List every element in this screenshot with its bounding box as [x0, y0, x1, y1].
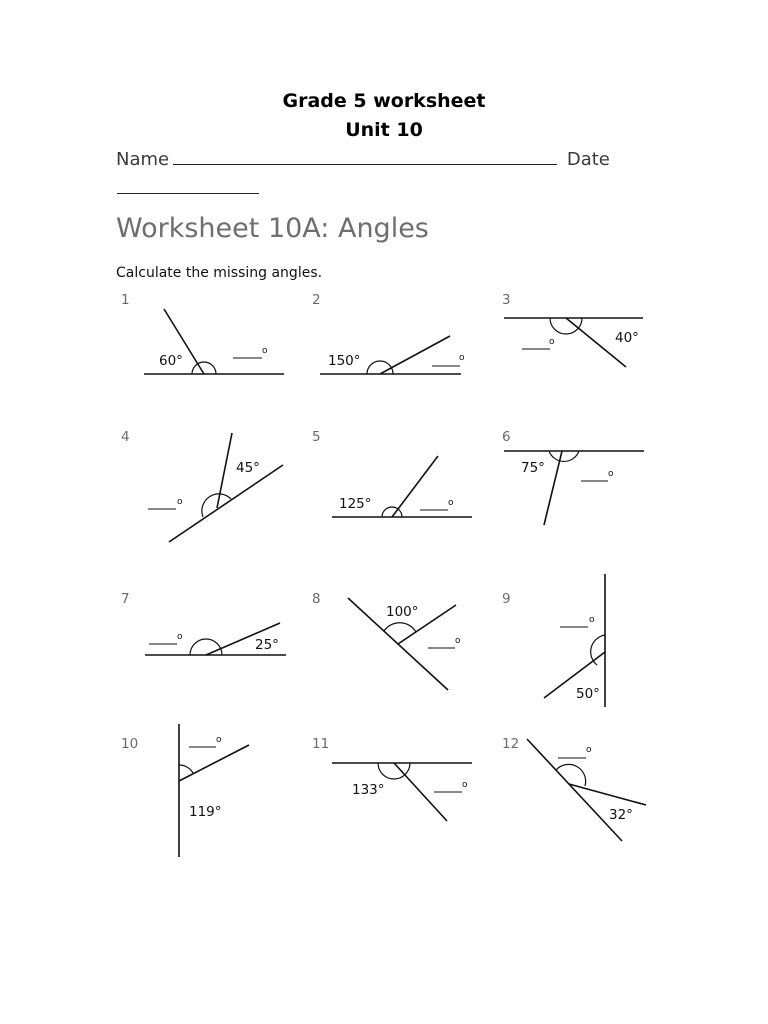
problem-12: [502, 736, 646, 841]
degree-symbol: o: [608, 469, 614, 479]
given-angle-label: 50°: [576, 686, 600, 702]
problem-10: [121, 724, 249, 857]
worksheet-grade-title: Grade 5 worksheet: [282, 90, 486, 112]
problem-number: 6: [502, 429, 511, 445]
problem-number: 4: [121, 429, 130, 445]
degree-symbol: o: [586, 745, 592, 755]
given-angle-label: 100°: [386, 604, 419, 620]
problem-8: [312, 591, 461, 690]
degree-symbol: o: [589, 615, 595, 625]
degree-symbol: o: [459, 353, 465, 363]
problem-number: 11: [312, 736, 330, 752]
worksheet-unit-title: Unit 10: [345, 119, 423, 141]
given-angle-label: 60°: [159, 353, 183, 369]
degree-symbol: o: [177, 632, 183, 642]
problem-9: [502, 574, 605, 707]
instructions: Calculate the missing angles.: [116, 265, 323, 281]
given-angle-label: 45°: [236, 460, 260, 476]
problem-number: 10: [121, 736, 139, 752]
problem-number: 9: [502, 591, 511, 607]
problem-number: 2: [312, 292, 321, 308]
given-angle-label: 119°: [189, 804, 222, 820]
given-angle-label: 133°: [352, 782, 385, 798]
given-angle-label: 150°: [328, 353, 361, 369]
problem-4: [121, 429, 283, 542]
date-label: Date: [566, 149, 610, 170]
problem-number: 7: [121, 591, 130, 607]
worksheet-title: Worksheet 10A: Angles: [116, 213, 429, 244]
problem-number: 12: [502, 736, 520, 752]
problem-2: [312, 292, 465, 374]
given-angle-label: 125°: [339, 496, 372, 512]
problem-11: [312, 736, 472, 821]
problem-number: 3: [502, 292, 511, 308]
given-angle-label: 75°: [521, 460, 545, 476]
degree-symbol: o: [262, 346, 268, 356]
degree-symbol: o: [177, 497, 183, 507]
problem-5: [312, 429, 472, 517]
problem-number: 5: [312, 429, 321, 445]
degree-symbol: o: [455, 636, 461, 646]
degree-symbol: o: [448, 498, 454, 508]
problem-3: [502, 292, 643, 367]
degree-symbol: o: [216, 735, 222, 745]
given-angle-label: 32°: [609, 807, 633, 823]
problem-number: 8: [312, 591, 321, 607]
given-angle-label: 40°: [615, 330, 639, 346]
degree-symbol: o: [462, 780, 468, 790]
degree-symbol: o: [549, 337, 555, 347]
problem-6: [502, 429, 644, 525]
problem-number: 1: [121, 292, 130, 308]
name-label: Name: [116, 149, 170, 170]
problem-7: [121, 591, 286, 655]
problem-1: [121, 292, 284, 374]
given-angle-label: 25°: [255, 637, 279, 653]
